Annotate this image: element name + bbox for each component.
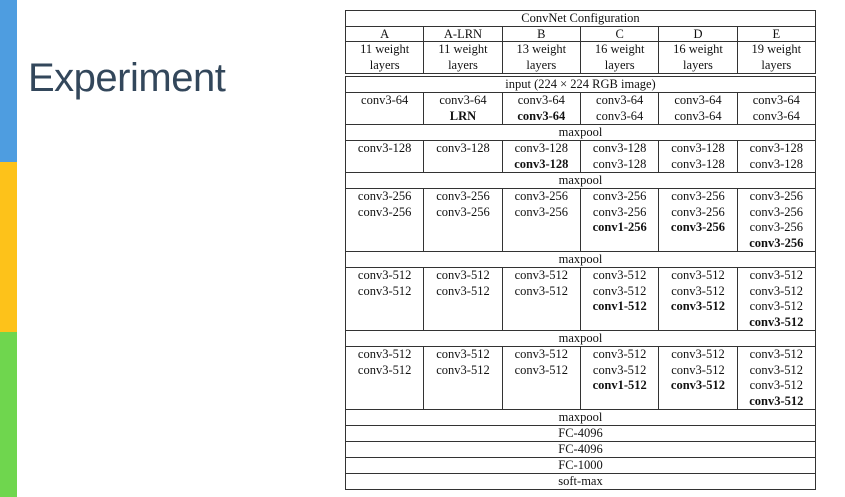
column-depth	[424, 42, 502, 74]
depth-line: layers	[369, 57, 400, 72]
column-depth	[502, 42, 580, 74]
layer-cell	[424, 93, 502, 125]
maxpool: maxpool	[346, 173, 816, 189]
depth-line: 16 weight	[673, 42, 723, 56]
layer-cell	[502, 93, 580, 125]
layer-entry: conv3-256	[749, 220, 804, 234]
layer-entry: conv3-64	[596, 93, 644, 107]
table-caption: ConvNet Configuration	[346, 11, 816, 27]
layer-entry: conv3-128	[671, 141, 725, 155]
layer-cell	[737, 93, 815, 125]
layer-cell	[580, 189, 658, 252]
column-depth	[659, 42, 737, 74]
column-depth	[580, 42, 658, 74]
layer-cell	[580, 93, 658, 125]
tail-layer: FC-1000	[346, 458, 816, 474]
layer-cell	[737, 141, 815, 173]
convnet-config-table	[345, 10, 816, 490]
layer-cell	[659, 141, 737, 173]
column-depth	[737, 42, 815, 74]
column-depth-row	[346, 42, 816, 74]
layer-cell	[737, 347, 815, 410]
accent-bar-green	[0, 332, 17, 497]
column-name-e: E	[737, 27, 815, 42]
layer-entry: conv3-256	[514, 189, 569, 203]
accent-bar-blue	[0, 0, 17, 162]
conv-block-5	[346, 347, 816, 410]
layer-entry: conv3-512	[671, 268, 725, 282]
layer-entry: conv3-512	[514, 268, 569, 282]
layer-entry: conv3-512	[514, 283, 569, 298]
layer-cell	[502, 268, 580, 331]
tail-layer: maxpool	[346, 410, 816, 426]
layer-entry: conv3-512	[357, 347, 412, 361]
maxpool-row	[346, 125, 816, 141]
layer-entry: conv3-512	[749, 314, 804, 329]
maxpool-row	[346, 331, 816, 347]
layer-cell	[424, 268, 502, 331]
layer-entry: conv1-512	[592, 378, 647, 392]
depth-line: layers	[526, 57, 557, 72]
layer-entry: conv3-512	[749, 347, 804, 361]
layer-entry: conv3-128	[514, 141, 569, 155]
layer-entry: conv3-256	[592, 204, 647, 219]
tail-layer-row	[346, 474, 816, 490]
layer-entry: conv3-512	[749, 283, 804, 298]
conv-block-2	[346, 141, 816, 173]
tail-layer: soft-max	[346, 474, 816, 490]
depth-line: layers	[604, 57, 635, 72]
input-spec-row	[346, 77, 816, 93]
layer-entry: conv3-512	[749, 378, 804, 392]
layer-entry: conv3-128	[357, 141, 412, 155]
layer-entry: conv3-512	[592, 283, 647, 298]
layer-cell	[346, 189, 424, 252]
layer-cell	[659, 347, 737, 410]
column-name-row	[346, 27, 816, 42]
accent-bar-yellow	[0, 162, 17, 332]
layer-entry: conv3-512	[749, 362, 804, 377]
layer-cell	[502, 347, 580, 410]
layer-entry: conv3-512	[671, 362, 725, 377]
conv-block-1	[346, 93, 816, 125]
input-spec: input (224 × 224 RGB image)	[346, 77, 816, 93]
layer-cell	[580, 141, 658, 173]
depth-line: layers	[448, 57, 478, 72]
layer-entry: conv3-512	[436, 362, 490, 377]
layer-entry: conv3-256	[436, 189, 490, 203]
layer-entry: conv3-128	[749, 141, 804, 155]
layer-entry: conv3-128	[671, 156, 725, 171]
layer-entry: conv3-64	[517, 108, 566, 123]
column-name-a-lrn: A-LRN	[424, 27, 502, 42]
layer-entry: conv3-128	[436, 141, 490, 155]
depth-line: 11 weight	[438, 42, 488, 56]
layer-entry: conv3-256	[514, 204, 569, 219]
maxpool: maxpool	[346, 331, 816, 347]
tail-layer-row	[346, 410, 816, 426]
layer-entry: conv3-64	[517, 93, 565, 107]
slide-title: Experiment	[28, 56, 226, 100]
layer-entry: conv3-512	[592, 268, 647, 282]
column-name-a: A	[346, 27, 424, 42]
layer-entry: conv3-64	[752, 93, 800, 107]
layer-entry: conv3-128	[592, 141, 647, 155]
maxpool: maxpool	[346, 252, 816, 268]
layer-entry: conv3-512	[514, 362, 569, 377]
layer-entry: conv3-128	[749, 156, 804, 171]
layer-entry: conv3-512	[436, 268, 490, 282]
layer-cell	[659, 268, 737, 331]
layer-entry: conv3-64	[674, 108, 722, 123]
layer-entry: conv3-256	[749, 204, 804, 219]
layer-entry: conv3-512	[749, 299, 804, 313]
depth-line: 11 weight	[360, 42, 410, 56]
layer-cell	[346, 141, 424, 173]
layer-entry: conv3-64	[674, 93, 722, 107]
layer-entry: conv3-512	[592, 347, 647, 361]
layer-cell	[502, 141, 580, 173]
layer-cell	[659, 93, 737, 125]
layer-entry: conv3-512	[514, 347, 569, 361]
maxpool: maxpool	[346, 125, 816, 141]
tail-layer-row	[346, 426, 816, 442]
layer-entry: conv3-256	[357, 204, 412, 219]
column-depth	[346, 42, 424, 74]
layer-cell	[346, 93, 424, 125]
layer-entry: conv3-512	[749, 393, 804, 408]
layer-entry: conv3-512	[436, 283, 490, 298]
layer-entry: conv3-256	[749, 235, 804, 250]
maxpool-row	[346, 173, 816, 189]
layer-entry: conv3-512	[671, 283, 725, 298]
layer-entry: conv3-128	[592, 156, 647, 171]
maxpool-row	[346, 252, 816, 268]
layer-entry: conv1-512	[592, 299, 647, 313]
column-name-d: D	[659, 27, 737, 42]
tail-layer: FC-4096	[346, 442, 816, 458]
layer-entry: conv3-512	[592, 362, 647, 377]
layer-entry: conv3-512	[357, 362, 412, 377]
layer-cell	[424, 347, 502, 410]
depth-line: 19 weight	[751, 42, 802, 56]
layer-entry: conv3-256	[592, 189, 647, 203]
layer-entry: conv3-64	[752, 108, 800, 123]
layer-entry: conv3-256	[671, 204, 725, 219]
layer-cell	[346, 268, 424, 331]
layer-cell	[737, 268, 815, 331]
tail-layer-row	[346, 458, 816, 474]
layer-entry: conv3-64	[361, 93, 409, 107]
layer-cell	[424, 189, 502, 252]
column-name-c: C	[580, 27, 658, 42]
layer-entry: conv3-512	[436, 347, 490, 361]
layer-entry: conv3-256	[749, 189, 804, 203]
layer-entry: conv3-256	[670, 220, 726, 234]
layer-cell	[580, 268, 658, 331]
layer-entry: conv3-512	[749, 268, 804, 282]
layer-cell	[346, 347, 424, 410]
layer-entry: conv3-512	[670, 299, 726, 313]
layer-entry: conv3-128	[514, 156, 569, 171]
layer-entry: conv3-64	[596, 108, 644, 123]
depth-line: 13 weight	[516, 42, 567, 56]
table-caption-row	[346, 11, 816, 27]
column-name-b: B	[502, 27, 580, 42]
depth-line: 16 weight	[594, 42, 645, 56]
layer-cell	[659, 189, 737, 252]
layer-entry: conv3-512	[357, 268, 412, 282]
layer-cell	[502, 189, 580, 252]
layer-entry: conv3-256	[436, 204, 490, 219]
tail-layer: FC-4096	[346, 426, 816, 442]
layer-entry: conv1-256	[592, 220, 647, 234]
layer-entry: conv3-512	[357, 283, 412, 298]
layer-entry: LRN	[449, 108, 477, 123]
layer-entry: conv3-512	[671, 347, 725, 361]
layer-entry: conv3-256	[671, 189, 725, 203]
conv-block-4	[346, 268, 816, 331]
layer-entry: conv3-64	[439, 93, 487, 107]
layer-cell	[580, 347, 658, 410]
tail-layer-row	[346, 442, 816, 458]
layer-entry: conv3-512	[670, 378, 726, 392]
depth-line: layers	[761, 57, 792, 72]
layer-entry: conv3-256	[357, 189, 412, 203]
depth-line: layers	[683, 57, 713, 72]
layer-cell	[737, 189, 815, 252]
conv-block-3	[346, 189, 816, 252]
layer-cell	[424, 141, 502, 173]
